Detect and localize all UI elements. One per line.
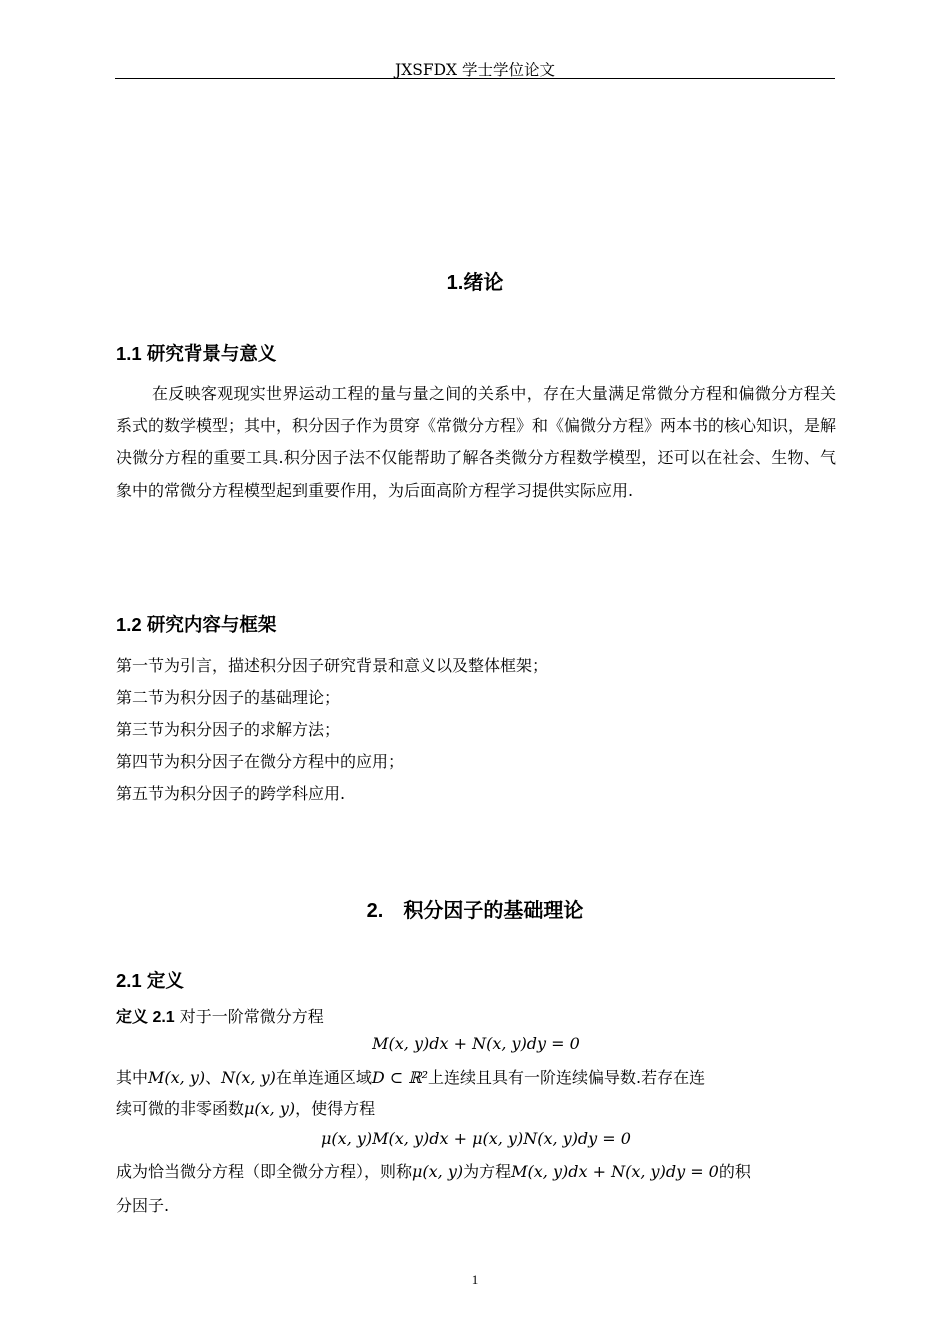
header-rule bbox=[115, 78, 835, 79]
text-span: 成为恰当微分方程（即全微分方程），则称 bbox=[116, 1162, 413, 1181]
chapter-2-title: 2. 积分因子的基础理论 bbox=[366, 900, 584, 922]
chapter-1-title: 1.绪论 bbox=[446, 272, 504, 294]
math-domain: D ⊂ ℝ² bbox=[371, 1068, 428, 1087]
math-equation: M(x, y)dx + N(x, y)dy = 0 bbox=[511, 1162, 719, 1181]
section-1-1-title: 1.1 研究背景与意义 bbox=[116, 343, 277, 364]
text-span: 上连续且具有一阶连续偏导数.若存在连 bbox=[428, 1068, 706, 1087]
definition-intro: 对于一阶常微分方程 bbox=[174, 1007, 324, 1026]
definition-line-2 bbox=[116, 1067, 705, 1089]
text-span: 续可微的非零函数 bbox=[116, 1099, 245, 1118]
section-1-2-title: 1.2 研究内容与框架 bbox=[116, 614, 277, 635]
list-item: 第三节为积分因子的求解方法； bbox=[116, 720, 341, 739]
definition-line-5: 分因子. bbox=[116, 1196, 170, 1215]
list-item: 第四节为积分因子在微分方程中的应用； bbox=[116, 752, 405, 771]
text-span: 、 bbox=[205, 1068, 222, 1087]
math-mu: μ(x, y) bbox=[244, 1099, 296, 1118]
text-span: 其中 bbox=[116, 1068, 149, 1087]
math-n: N(x, y) bbox=[221, 1068, 276, 1087]
text-span: 的积 bbox=[718, 1162, 751, 1181]
definition-label: 定义 2.1 bbox=[116, 1009, 175, 1026]
math-m: M(x, y) bbox=[148, 1068, 206, 1087]
text-span: 在单连通区域 bbox=[275, 1068, 372, 1087]
formula-1: M(x, y)dx + N(x, y)dy = 0 bbox=[372, 1034, 580, 1053]
definition-line-3 bbox=[116, 1098, 375, 1120]
section-2-1-title: 2.1 定义 bbox=[116, 970, 184, 991]
header-title: JXSFDX 学士学位论文 bbox=[394, 61, 555, 79]
math-mu: μ(x, y) bbox=[412, 1162, 464, 1181]
page-number: 1 bbox=[471, 1272, 479, 1287]
formula-2: μ(x, y)M(x, y)dx + μ(x, y)N(x, y)dy = 0 bbox=[321, 1129, 631, 1148]
list-item: 第五节为积分因子的跨学科应用. bbox=[116, 784, 346, 803]
text-span: 为方程 bbox=[463, 1162, 512, 1181]
definition-line bbox=[116, 1006, 324, 1029]
definition-line-4 bbox=[116, 1161, 751, 1183]
list-item: 第一节为引言，描述积分因子研究背景和意义以及整体框架； bbox=[116, 656, 549, 675]
section-1-1-paragraph: 在反映客观现实世界运动工程的量与量之间的关系中，存在大量满足常微分方程和偏微分方程关系式的数学模型；其中，积分因子作为贯穿《常微分方程》和《偏微分方程》两本书的核心知识，是解决微分方程的重要工具.积分因子法不仅能帮助了解各类微分方程数学模型，还可以在社会、生物、气象中的常微分方程模型起到重要作用，为后面高阶方程学习提供实际应用. bbox=[116, 384, 837, 500]
list-item: 第二节为积分因子的基础理论； bbox=[116, 688, 341, 707]
text-span: ，使得方程 bbox=[295, 1099, 376, 1118]
